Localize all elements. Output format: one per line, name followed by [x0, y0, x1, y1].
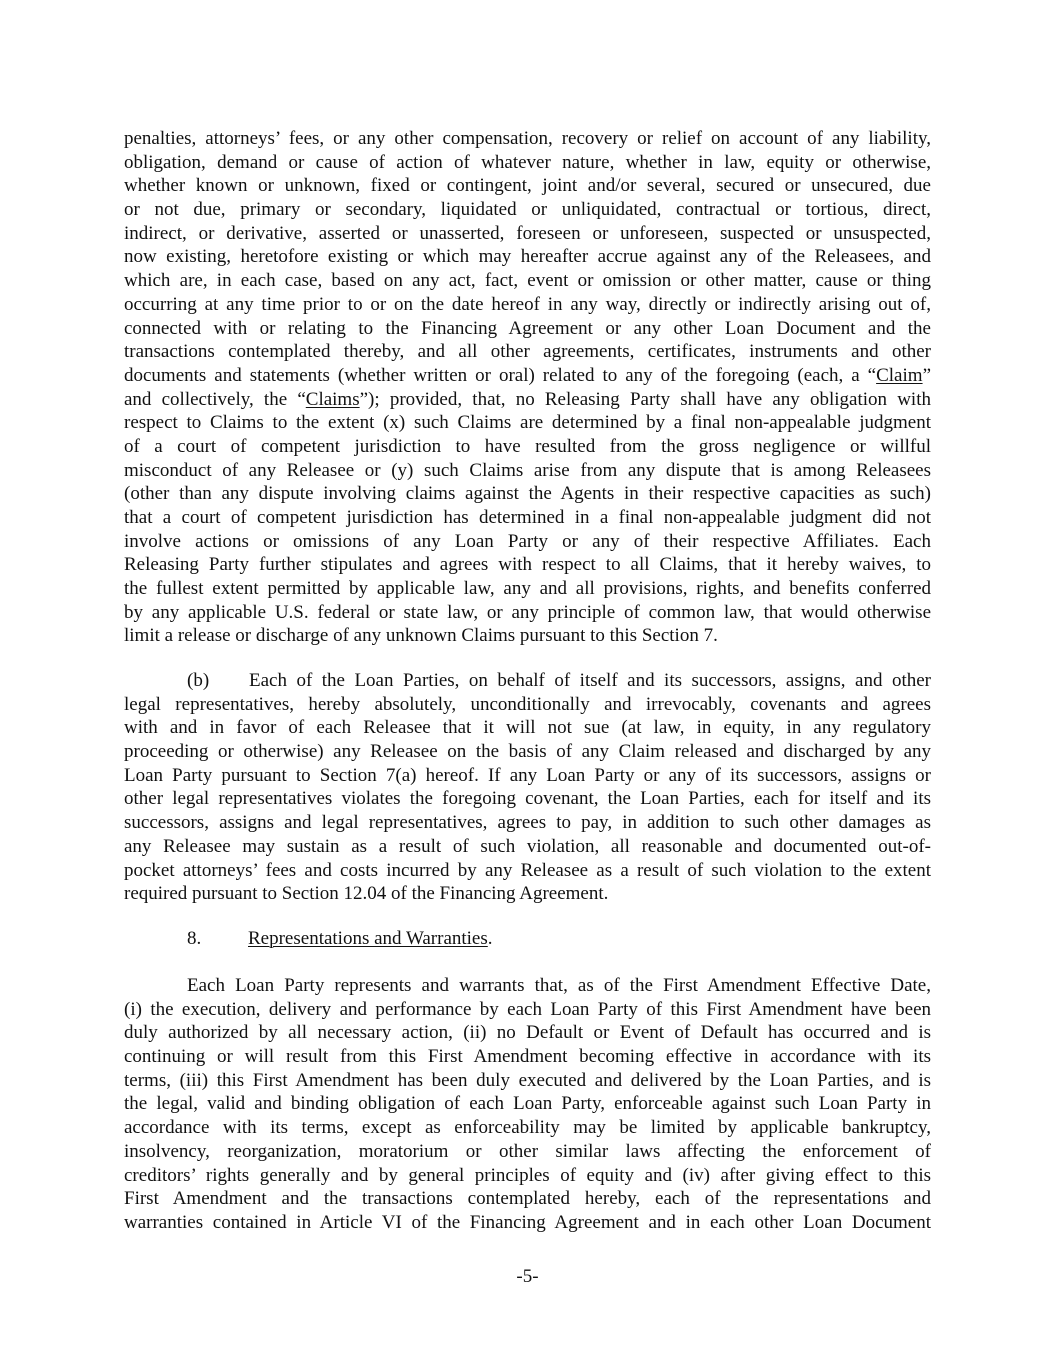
- text-line: involve actions or omissions of any Loan Party or any of their respective Affiliates. Each: [124, 530, 931, 552]
- text-line: (other than any dispute involving claims against the Agents in their respective capacities as such): [124, 483, 931, 505]
- text-line: accordance with its terms, except as enforceability may be limited by applicable bankruptcy,: [124, 1117, 931, 1139]
- page-number: -5-: [516, 1266, 539, 1287]
- section-title: Representations and Warranties: [248, 928, 488, 949]
- section-8-heading: [187, 927, 493, 951]
- text-line: First Amendment and the transactions contemplated hereby, each of the representations and: [124, 1188, 931, 1210]
- text-line: of a court of competent jurisdiction to have resulted from the gross negligence or willful: [124, 435, 931, 457]
- text-line: (i) the execution, delivery and performance by each Loan Party of this First Amendment have been: [124, 998, 931, 1020]
- text-line: successors, assigns and legal representatives, agrees to pay, in addition to such other damages as: [124, 812, 931, 834]
- text-line: indirect, or derivative, asserted or unasserted, foreseen or unforeseen, suspected or unsuspected,: [124, 222, 931, 244]
- text-line: Releasing Party further stipulates and agrees with respect to all Claims, that it hereby waives, to: [124, 554, 931, 576]
- text-line: terms, (iii) this First Amendment has been duly executed and delivered by the Loan Parties, and is: [124, 1069, 931, 1091]
- section-number: 8.: [187, 928, 202, 949]
- text-line: by any applicable U.S. federal or state law, or any principle of common law, that would otherwise: [124, 601, 931, 623]
- text-line: that a court of competent jurisdiction has determined in a final non-appealable judgment did not: [124, 507, 931, 528]
- text-line: or not due, primary or secondary, liquidated or unliquidated, contractual or tortious, direct,: [124, 199, 931, 221]
- text-line: which are, in each case, based on any act, fact, event or omission or other matter, cause or thing: [124, 270, 931, 292]
- text-fragment: and collectively, the “: [124, 388, 306, 410]
- paragraph-7b: [124, 669, 931, 906]
- text-line: misconduct of any Releasee or (y) such Claims arise from any dispute that is among Releasees: [124, 459, 931, 481]
- text-line: warranties contained in Article VI of the Financing Agreement and in each other Loan Document: [124, 1211, 931, 1233]
- text-line: Loan Party pursuant to Section 7(a) hereof. If any Loan Party or any of its successors, assigns or: [124, 764, 931, 786]
- text-fragment: documents and statements (whether written or oral) related to any of the foregoing (each, a “: [124, 364, 877, 386]
- text-line: the legal, valid and binding obligation of each Loan Party, enforceable against such Loan Party in: [124, 1093, 931, 1115]
- defined-term-claim: Claim: [876, 364, 923, 386]
- text-line: other legal representatives violates the foregoing covenant, the Loan Parties, each for itself and its: [124, 788, 931, 810]
- text-line: respect to Claims to the extent (x) such Claims are determined by a final non-appealable judgment: [124, 412, 931, 434]
- text-line: Each Loan Party represents and warrants that, as of the First Amendment Effective Date,: [187, 975, 931, 996]
- section-title-suffix: .: [487, 928, 493, 949]
- text-fragment: ”); provided, that, no Releasing Party shall have any obligation with: [359, 388, 931, 410]
- text-line-with-defined-term: [124, 388, 931, 412]
- text-line: transactions contemplated thereby, and all other agreements, certificates, instruments and other: [124, 341, 931, 363]
- text-fragment: ”: [922, 364, 931, 386]
- text-line: continuing or will result from this First Amendment becoming effective in accordance with its: [124, 1046, 931, 1068]
- paragraph-7b-first-line: [124, 669, 931, 693]
- text-line: now existing, heretofore existing or which may hereafter accrue against any of the Releasees, and: [124, 246, 931, 268]
- subsection-label: (b): [187, 670, 210, 691]
- text-line: penalties, attorneys’ fees, or any other compensation, recovery or relief on account of any liability,: [124, 128, 931, 149]
- text-line-with-defined-term: [124, 364, 931, 388]
- text-fragment: Each of the Loan Parties, on behalf of itself and its successors, assigns, and other: [249, 670, 931, 691]
- paragraph-8: [124, 974, 931, 1235]
- paragraph-7a-continued: [124, 127, 931, 648]
- text-line: required pursuant to Section 12.04 of the Financing Agreement.: [124, 883, 609, 905]
- text-line: obligation, demand or cause of action of whatever nature, whether in law, equity or otherwise,: [124, 151, 931, 173]
- text-line: legal representatives, hereby absolutely, unconditionally and irrevocably, covenants and agrees: [124, 693, 931, 715]
- text-line: limit a release or discharge of any unknown Claims pursuant to this Section 7.: [124, 625, 718, 647]
- text-line: any Releasee may sustain as a result of such violation, all reasonable and documented out-of-: [124, 835, 931, 857]
- text-line: proceeding or otherwise) any Releasee on the basis of any Claim released and discharged by any: [124, 741, 931, 763]
- text-line: connected with or relating to the Financing Agreement or any other Loan Document and the: [124, 317, 931, 339]
- text-line: creditors’ rights generally and by general principles of equity and (iv) after giving effect to this: [124, 1164, 931, 1186]
- text-line: insolvency, reorganization, moratorium or other similar laws affecting the enforcement of: [124, 1140, 931, 1162]
- text-line: with and in favor of each Releasee that it will not sue (at law, in equity, in any regulatory: [124, 717, 931, 739]
- defined-term-claims: Claims: [305, 388, 360, 410]
- text-line: pocket attorneys’ fees and costs incurred by any Releasee as a result of such violation to the extent: [124, 859, 931, 881]
- text-line: the fullest extent permitted by applicable law, any and all provisions, rights, and benefits conferred: [124, 578, 931, 600]
- text-line: duly authorized by all necessary action, (ii) no Default or Event of Default has occurred and is: [124, 1022, 931, 1044]
- text-line: whether known or unknown, fixed or contingent, joint and/or several, secured or unsecured, due: [124, 175, 931, 197]
- text-line: occurring at any time prior to or on the date hereof in any way, directly or indirectly arising out of,: [124, 293, 931, 315]
